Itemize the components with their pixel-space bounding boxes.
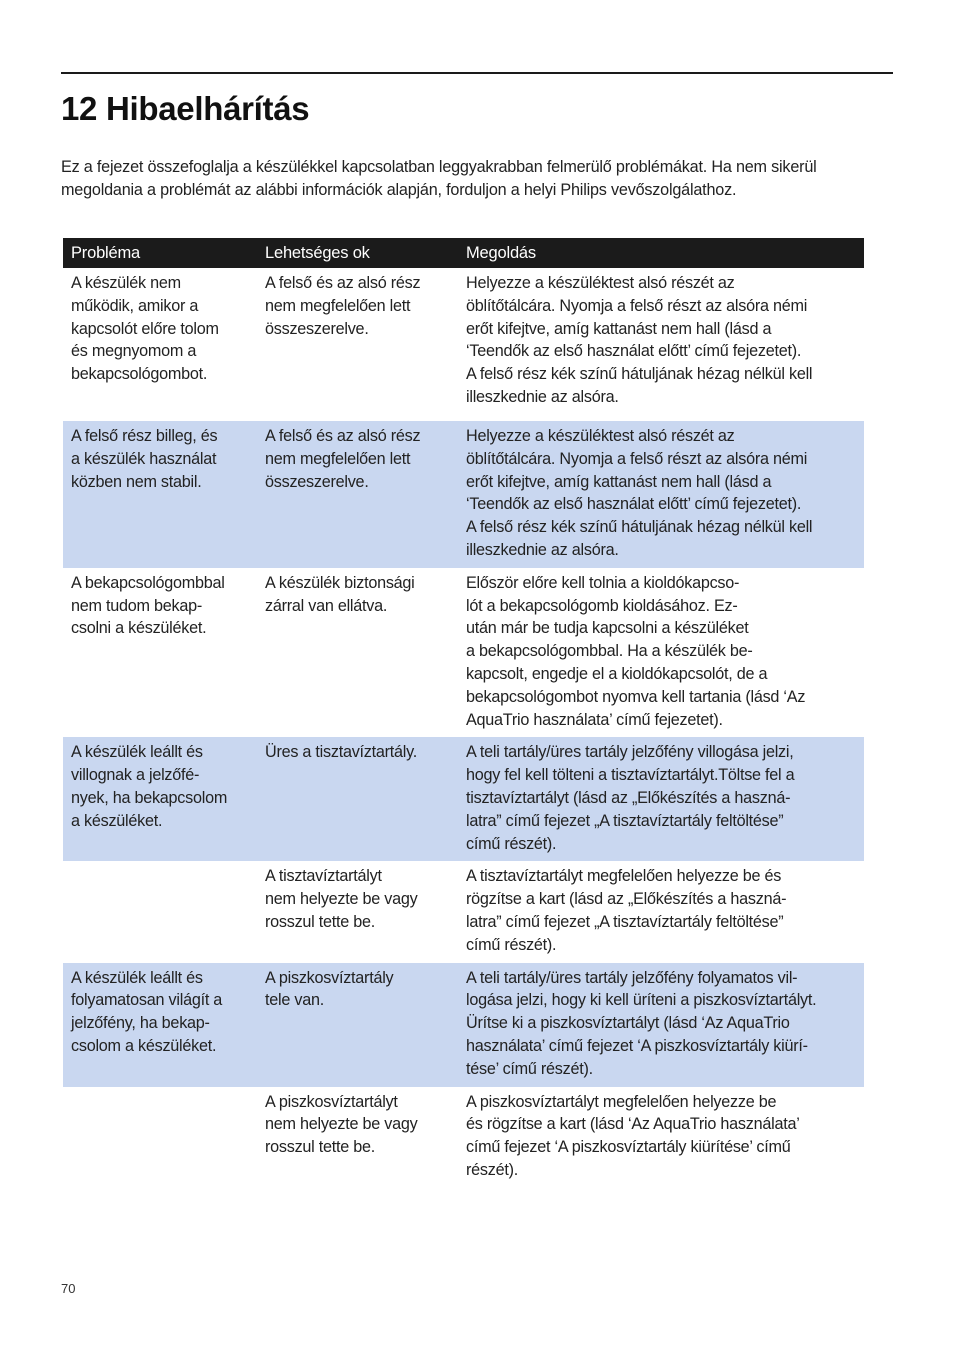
- header-problem: Probléma: [63, 238, 257, 268]
- header-cause: Lehetséges ok: [257, 238, 458, 268]
- solution-cell: A teli tartály/üres tartály jelzőfény folyamatos vil- logása jelzi, hogy ki kell üríteni a piszkosvíztartályt. Ürítse ki a piszkosvíztartályt (lásd ‘Az AquaTrio használata’ című fejezet ‘A piszkosvíztartály kiürí- tése’ című részét).: [466, 968, 817, 1078]
- table-row: [63, 1087, 864, 1189]
- table-row: [63, 568, 864, 738]
- table-row: [63, 737, 864, 861]
- cause-cell: A piszkosvíztartály tele van.: [265, 968, 394, 1010]
- solution-cell: A teli tartály/üres tartály jelzőfény villogása jelzi, hogy fel kell tölteni a tisztavíztartályt.Töltse fel a tisztavíztartályt (lásd az „Előkészítés a haszná- latra” című fejezet „A tisztavíztartály feltöltése” című részét).: [466, 743, 795, 853]
- cause-cell: A felső és az alsó rész nem megfelelően lett összeszerelve.: [265, 274, 421, 338]
- table-row: [63, 963, 864, 1087]
- chapter-title: 12 Hibaelhárítás: [61, 90, 310, 127]
- cause-cell: A piszkosvíztartályt nem helyezte be vagy rosszul tette be.: [265, 1092, 418, 1157]
- problem-cell: A készülék leállt és folyamatosan világít a jelzőfény, ha bekap- csolom a készüléket.: [71, 968, 223, 1055]
- cause-cell: A felső és az alsó rész nem megfelelően lett összeszerelve.: [265, 427, 421, 491]
- problem-cell: A felső rész billeg, és a készülék használat közben nem stabil.: [71, 427, 218, 491]
- intro-paragraph: Ez a fejezet összefoglalja a készülékkel kapcsolatban leggyakrabban felmerülő problémákat. Ha nem sikerül megoldania a problémát az alábbi információk alapján, forduljon a helyi Philips vevőszolgálathoz.: [61, 158, 817, 199]
- cause-cell: Üres a tisztavíztartály.: [265, 743, 418, 762]
- solution-cell: A tisztavíztartályt megfelelően helyezze be és rögzítse a kart (lásd az „Előkészítés a haszná- latra” című fejezet „A tisztavíztartály feltöltése” című részét).: [466, 867, 787, 954]
- table-row: [63, 268, 864, 421]
- table-row: [63, 421, 864, 568]
- table-header-row: [63, 238, 864, 268]
- cause-cell: A tisztavíztartályt nem helyezte be vagy rosszul tette be.: [265, 867, 418, 931]
- troubleshooting-table: [63, 238, 864, 1189]
- problem-cell: A készülék nem működik, amikor a kapcsolót előre tolom és megnyomom a bekapcsológombot.: [71, 274, 219, 384]
- solution-cell: Helyezze a készüléktest alsó részét az öblítőtálcára. Nyomja a felső részt az alsóra némi erőt kifejtve, amíg kattanást nem hall (lásd a ‘Teendők az első használat előtt’ című fejezetet). A felső rész kék színű hátuljának hézag nélkül kell illeszkednie az alsóra.: [466, 427, 813, 559]
- top-rule: [61, 72, 893, 74]
- problem-cell: A bekapcsológombbal nem tudom bekap- csolni a készüléket.: [71, 573, 225, 638]
- solution-cell: Először előre kell tolnia a kioldókapcso- lót a bekapcsológomb kioldásához. Ez- után már be tudja kapcsolni a készüléket a bekapcsológombbal. Ha a készülék be- kapcsolt, engedje el a kioldókapcsolót, de a bekapcsológombot nyomva kell tartania (lásd ‘Az AquaTrio használata’ című fejezetet).: [466, 573, 806, 729]
- solution-cell: Helyezze a készüléktest alsó részét az öblítőtálcára. Nyomja a felső részt az alsóra némi erőt kifejtve, amíg kattanást nem hall (lásd a ‘Teendők az első használat előtt’ című fejezetet). A felső rész kék színű hátuljának hézag nélkül kell illeszkednie az alsóra.: [466, 274, 813, 406]
- problem-cell: A készülék leállt és villognak a jelzőfé- nyek, ha bekapcsolom a készüléket.: [71, 743, 228, 830]
- header-solution: Megoldás: [458, 238, 864, 268]
- solution-cell: A piszkosvíztartályt megfelelően helyezze be és rögzítse a kart (lásd ‘Az AquaTrio használata’ című fejezet ‘A piszkosvíztartály kiürítése’ című részét).: [466, 1092, 800, 1179]
- table-row: [63, 861, 864, 962]
- cause-cell: A készülék biztonsági zárral van ellátva.: [265, 573, 415, 615]
- page-number: 70: [61, 1281, 76, 1296]
